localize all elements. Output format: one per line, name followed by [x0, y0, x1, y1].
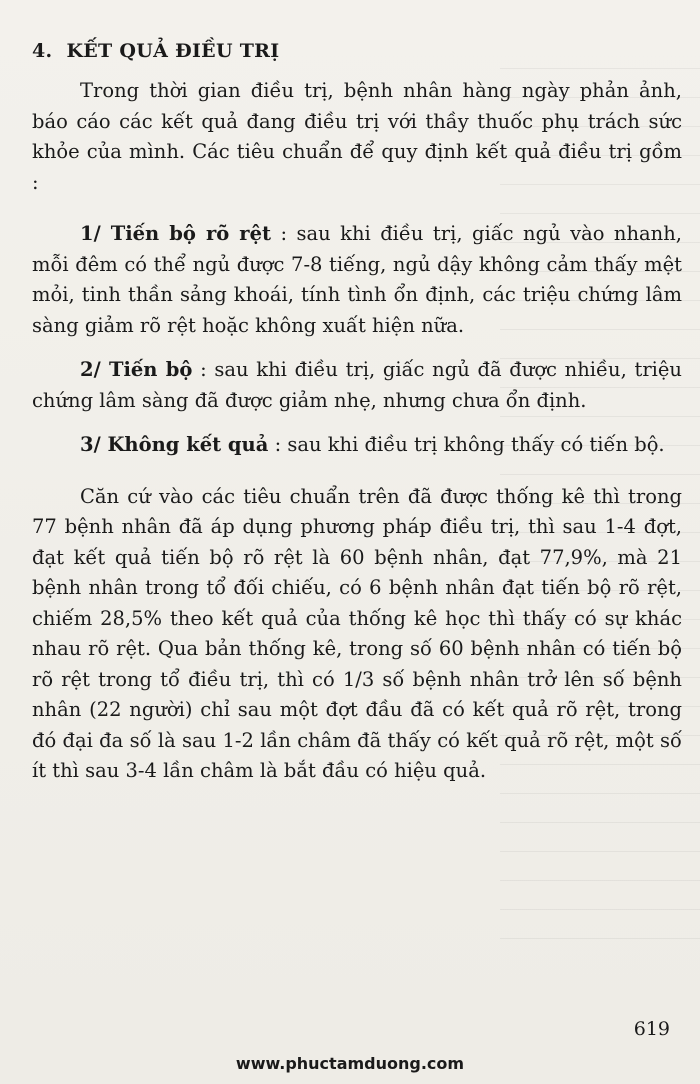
footer-url: www.phuctamduong.com: [235, 1054, 465, 1073]
criterion-2-paragraph: [32, 355, 682, 416]
criterion-1-paragraph: [32, 219, 682, 341]
section-title: KẾT QUẢ ĐIỀU TRỊ: [66, 40, 280, 62]
page-content: [32, 40, 682, 787]
result-paragraph: Căn cứ vào các tiêu chuẩn trên đã được thống kê thì trong 77 bệnh nhân đã áp dụng phương pháp điều trị, thì sau 1-4 đợt, đạt kết quả tiến bộ rõ rệt là 60 bệnh nhân, đạt 77,9%, mà 21 bệnh nhân trong tổ đối chiếu, có 6 bệnh nhân đạt tiến bộ rõ rệt, chiếm 28,5% theo kết quả của thống kê học thì thấy có sự khác nhau rõ rệt. Qua bản thống kê, trong số 60 bệnh nhân có tiến bộ rõ rệt trong tổ điều trị, thì có 1/3 số bệnh nhân trở lên số bệnh nhân (22 người) chỉ sau một đợt đầu đã có kết quả rõ rệt, trong đó đại đa số là sau 1-2 lần châm đã thấy có kết quả rõ rệt, một số ít thì sau 3-4 lần châm là bắt đầu có hiệu quả.: [32, 484, 682, 782]
criterion-3-paragraph: [32, 430, 682, 461]
criterion-1-text: : sau khi điều trị, giấc ngủ vào nhanh, mỗi đêm có thể ngủ được 7-8 tiếng, ngủ dậy không cảm thấy mệt mỏi, tinh thần sảng khoái, tính tình ổn định, các triệu chứng lâm sàng giảm rõ rệt hoặc không xuất hiện nữa.: [32, 222, 682, 337]
section-heading: [32, 40, 682, 62]
criterion-1-term: 1/ Tiến bộ rõ rệt: [80, 222, 271, 245]
criterion-2-term: 2/ Tiến bộ: [80, 358, 193, 381]
intro-paragraph: Trong thời gian điều trị, bệnh nhân hàng ngày phản ảnh, báo cáo các kết quả đang điều trị với thầy thuốc phụ trách sức khỏe của mình. Các tiêu chuẩn để quy định kết quả điều trị gồm :: [32, 79, 682, 194]
page-number: 619: [633, 1018, 670, 1040]
criterion-2-text: : sau khi điều trị, giấc ngủ đã được nhiều, triệu chứng lâm sàng đã được giảm nhẹ, nhưng chưa ổn định.: [32, 358, 682, 412]
criterion-3-text: : sau khi điều trị không thấy có tiến bộ.: [268, 433, 665, 456]
section-number: 4.: [32, 40, 53, 62]
criterion-3-term: 3/ Không kết quả: [80, 433, 269, 456]
